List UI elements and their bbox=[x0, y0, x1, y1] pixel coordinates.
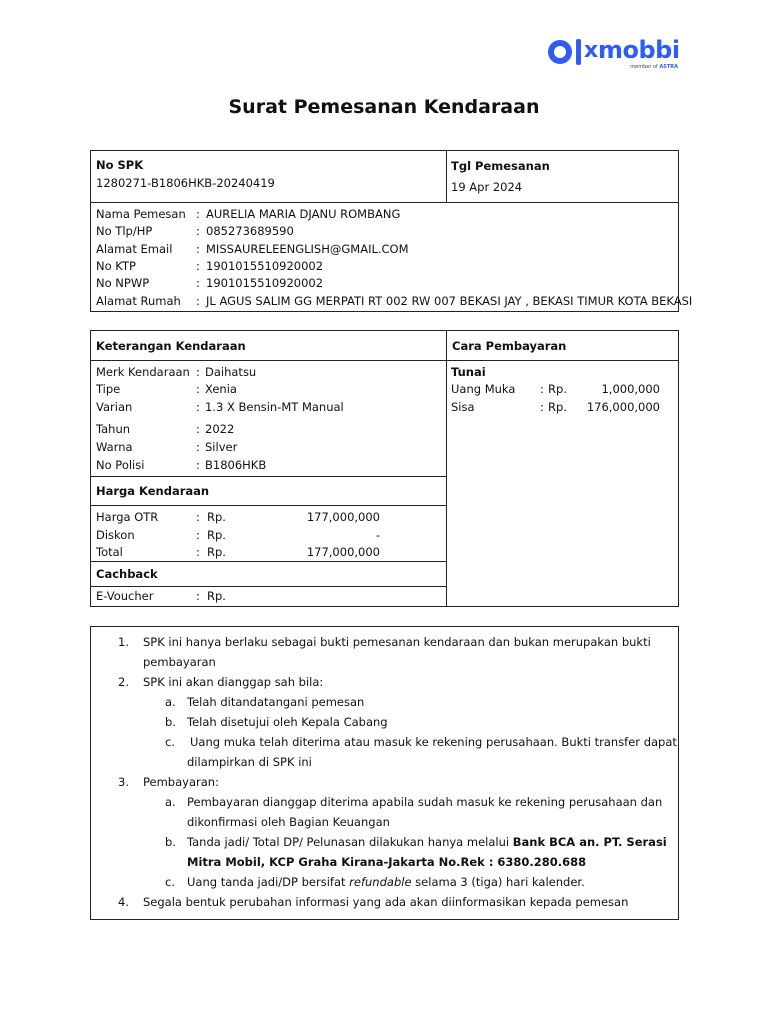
term-subnumber: b. bbox=[165, 835, 176, 849]
field-separator: : bbox=[196, 382, 200, 396]
field-separator: : bbox=[196, 440, 200, 454]
vehicle-field-value: 1.3 X Bensin-MT Manual bbox=[205, 400, 344, 414]
vehicle-field-value: 2022 bbox=[205, 422, 235, 436]
price-amount: - bbox=[375, 527, 380, 542]
vehicle-field-label: No Polisi bbox=[96, 458, 145, 472]
olx-bar-icon bbox=[576, 39, 581, 65]
vehicle-field-value: Xenia bbox=[205, 382, 237, 396]
order-date-value: 19 Apr 2024 bbox=[451, 180, 523, 194]
payment-amount: 1,000,000 bbox=[601, 382, 660, 396]
term-number: 3. bbox=[118, 775, 129, 789]
term-text: Tanda jadi/ Total DP/ Pelunasan dilakukan hanya melalui Bank BCA an. PT. Serasi bbox=[187, 835, 667, 849]
term-number: 1. bbox=[118, 635, 129, 649]
vehicle-field-label: Tipe bbox=[96, 382, 121, 396]
field-separator: : bbox=[196, 365, 200, 379]
price-currency: Rp. bbox=[207, 510, 226, 524]
vehicle-section-header: Keterangan Kendaraan bbox=[96, 339, 246, 353]
cashback-section-header: Cachback bbox=[96, 567, 158, 581]
term-text: SPK ini hanya berlaku sebagai bukti pemesanan kendaraan dan bukan merupakan bukti bbox=[143, 635, 651, 649]
term-number: 4. bbox=[118, 895, 129, 909]
price-section-header: Harga Kendaraan bbox=[96, 484, 210, 498]
customer-field-label: No NPWP bbox=[96, 276, 150, 291]
payment-currency: Rp. bbox=[548, 382, 567, 396]
customer-field-value: JL AGUS SALIM GG MERPATI RT 002 RW 007 BEKASI JAY , BEKASI TIMUR KOTA BEKASI bbox=[206, 293, 693, 308]
field-separator: : bbox=[196, 458, 200, 472]
term-subnumber: c. bbox=[165, 875, 175, 889]
payment-amount: 176,000,000 bbox=[586, 400, 660, 414]
price-currency: Rp. bbox=[207, 545, 226, 559]
order-date-label: Tgl Pemesanan bbox=[451, 159, 550, 173]
customer-field-label: No KTP bbox=[96, 258, 136, 273]
olx-o-icon bbox=[548, 40, 572, 64]
term-subnumber: a. bbox=[165, 795, 176, 809]
vehicle-field-value: Daihatsu bbox=[205, 365, 257, 379]
term-text: Telah disetujui oleh Kepala Cabang bbox=[187, 715, 388, 729]
field-separator: : bbox=[196, 207, 200, 221]
price-currency: Rp. bbox=[207, 527, 226, 542]
brand-name: mobbi bbox=[598, 36, 680, 64]
vehicle-field-value: B1806HKB bbox=[205, 458, 267, 472]
field-separator: : bbox=[196, 527, 200, 542]
customer-field-label: No Tlp/HP bbox=[96, 224, 153, 239]
field-separator: : bbox=[196, 400, 200, 414]
vehicle-field-label: Tahun bbox=[96, 422, 131, 436]
price-amount: 177,000,000 bbox=[306, 545, 380, 559]
term-text: pembayaran bbox=[143, 655, 216, 669]
field-separator: : bbox=[196, 422, 200, 436]
customer-field-label: Alamat Rumah bbox=[96, 293, 181, 308]
vehicle-field-label: Varian bbox=[96, 400, 133, 414]
price-amount: 177,000,000 bbox=[306, 510, 380, 524]
customer-field-value: 085273689590 bbox=[206, 224, 294, 239]
term-text: dilampirkan di SPK ini bbox=[187, 755, 312, 769]
cashback-currency: Rp. bbox=[207, 589, 226, 603]
term-text: Pembayaran: bbox=[143, 775, 219, 789]
payment-method: Tunai bbox=[451, 365, 486, 379]
spk-number-value: 1280271-B1806HKB-20240419 bbox=[96, 176, 275, 190]
field-separator: : bbox=[196, 293, 200, 308]
term-subnumber: c. bbox=[165, 735, 175, 749]
payment-field-label: Uang Muka bbox=[451, 382, 516, 396]
field-separator: : bbox=[196, 545, 200, 559]
term-subnumber: a. bbox=[165, 695, 176, 709]
field-separator: : bbox=[540, 400, 544, 414]
spk-number-label: No SPK bbox=[96, 158, 144, 172]
price-field-label: Harga OTR bbox=[96, 510, 159, 524]
vehicle-field-label: Warna bbox=[96, 440, 133, 454]
customer-field-value: AURELIA MARIA DJANU ROMBANG bbox=[206, 207, 401, 221]
field-separator: : bbox=[196, 224, 200, 239]
field-separator: : bbox=[196, 510, 200, 524]
price-field-label: Diskon bbox=[96, 527, 135, 542]
term-text: Telah ditandatangani pemesan bbox=[187, 695, 365, 709]
price-field-label: Total bbox=[96, 545, 123, 559]
customer-field-label: Alamat Email bbox=[96, 241, 173, 256]
term-text: SPK ini akan dianggap sah bila: bbox=[143, 675, 324, 689]
field-separator: : bbox=[196, 241, 200, 256]
brand-tagline: member of ASTRA bbox=[630, 64, 678, 70]
vehicle-field-value: Silver bbox=[205, 440, 238, 454]
term-text: dikonfirmasi oleh Bagian Keuangan bbox=[187, 815, 390, 829]
customer-field-value: 1901015510920002 bbox=[206, 258, 324, 273]
term-text: Segala bentuk perubahan informasi yang ada akan diinformasikan kepada pemesan bbox=[143, 895, 629, 909]
olx-x-icon: x bbox=[584, 38, 599, 63]
term-text: Pembayaran dianggap diterima apabila sudah masuk ke rekening perusahaan dan bbox=[187, 795, 663, 809]
cashback-field-label: E-Voucher bbox=[96, 589, 154, 603]
term-number: 2. bbox=[118, 675, 129, 689]
payment-section-header: Cara Pembayaran bbox=[452, 339, 567, 353]
bank-account-info: Mitra Mobil, KCP Graha Kirana-Jakarta No.Rek : 6380.280.688 bbox=[187, 855, 587, 869]
customer-field-label: Nama Pemesan bbox=[96, 207, 186, 221]
field-separator: : bbox=[196, 589, 200, 603]
field-separator: : bbox=[196, 276, 200, 291]
customer-field-value: MISSAURELEENGLISH@GMAIL.COM bbox=[206, 241, 409, 256]
payment-field-label: Sisa bbox=[451, 400, 475, 414]
term-text: Uang tanda jadi/DP bersifat refundable selama 3 (tiga) hari kalender. bbox=[187, 875, 585, 889]
olx-mobbi-logo bbox=[548, 36, 678, 72]
term-subnumber: b. bbox=[165, 715, 176, 729]
page-title: Surat Pemesanan Kendaraan bbox=[228, 96, 540, 118]
field-separator: : bbox=[196, 258, 200, 273]
field-separator: : bbox=[540, 382, 544, 396]
customer-field-value: 1901015510920002 bbox=[206, 276, 324, 291]
vehicle-field-label: Merk Kendaraan bbox=[96, 365, 190, 379]
payment-currency: Rp. bbox=[548, 400, 567, 414]
term-text: Uang muka telah diterima atau masuk ke rekening perusahaan. Bukti transfer dapat bbox=[190, 735, 677, 749]
